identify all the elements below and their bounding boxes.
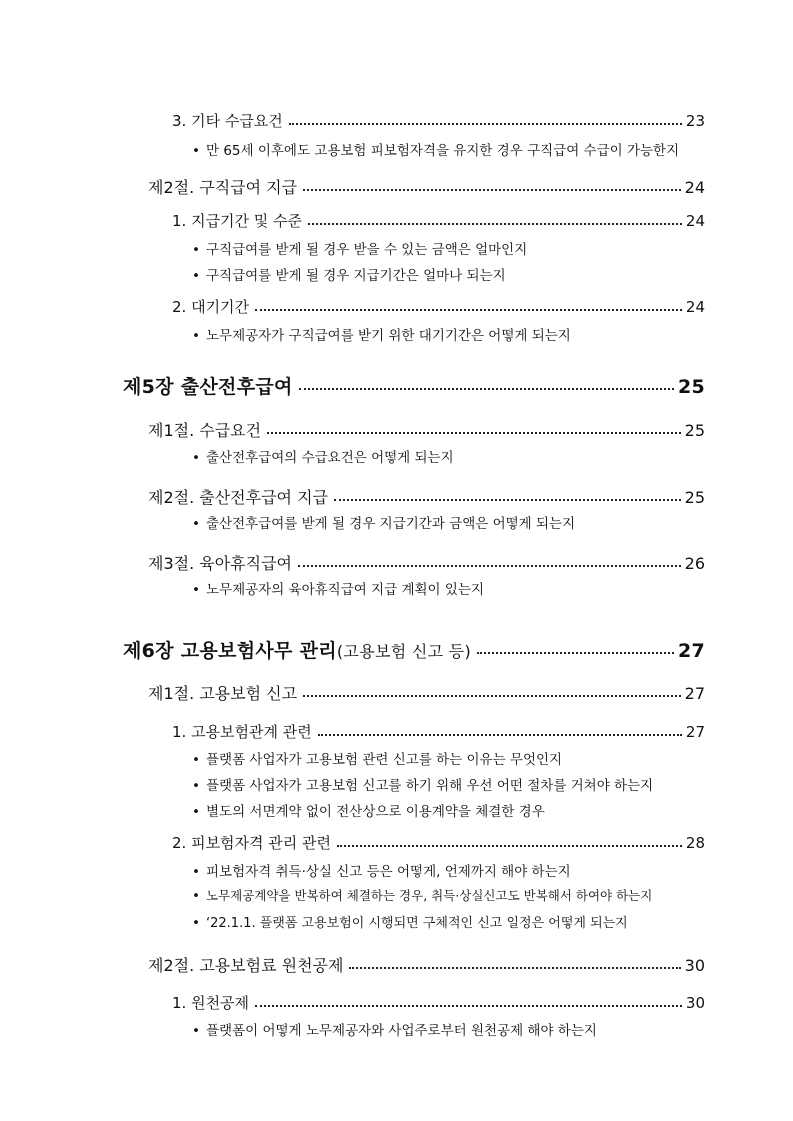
dot-leader — [337, 845, 682, 847]
toc-chapter: 제6장 고용보험사무 관리 (고용보험 신고 등) 27 — [123, 640, 705, 662]
page-number: 24 — [684, 178, 705, 197]
page-number: 27 — [685, 723, 705, 741]
toc-bullet: • 플랫폼 사업자가 고용보험 관련 신고를 하는 이유는 무엇인지 — [192, 752, 563, 768]
page-number: 23 — [685, 112, 705, 130]
bullet-icon: • — [192, 582, 200, 598]
toc-item: 1. 원천공제 30 — [172, 994, 705, 1012]
toc-bullet: • 노무제공계약을 반복하여 체결하는 경우, 취득·상실신고도 반복해서 하여야 하는지 — [192, 888, 653, 904]
toc-bullet: • 만 65세 이후에도 고용보험 피보험자격을 유지한 경우 구직급여 수급이 가능한지 — [192, 143, 680, 159]
dot-leader — [308, 223, 682, 225]
dot-leader — [255, 1005, 682, 1007]
dot-leader — [477, 652, 674, 654]
toc-section: 제1절. 수급요건 25 — [148, 421, 705, 440]
dot-leader — [267, 432, 681, 434]
bullet-icon: • — [192, 864, 200, 880]
bullet-icon: • — [192, 915, 200, 931]
toc-bullet: • 플랫폼 사업자가 고용보험 신고를 하기 위해 우선 어떤 절차를 거쳐야 하는지 — [192, 778, 654, 794]
dot-leader — [303, 189, 681, 191]
toc-bullet: • 플랫폼이 어떻게 노무제공자와 사업주로부터 원천공제 해야 하는지 — [192, 1023, 597, 1039]
page-number: 26 — [684, 554, 705, 573]
toc-section: 제1절. 고용보험 신고 27 — [148, 684, 705, 703]
page-number: 30 — [685, 994, 705, 1012]
toc-item: 2. 대기기간 24 — [172, 298, 705, 316]
page-number: 25 — [684, 421, 705, 440]
page-number: 24 — [685, 212, 705, 230]
chapter-subtitle: (고용보험 신고 등) — [336, 642, 472, 661]
dot-leader — [255, 309, 682, 311]
toc-bullet: • 구직급여를 받게 될 경우 받을 수 있는 금액은 얼마인지 — [192, 242, 528, 258]
bullet-icon: • — [192, 778, 200, 794]
page-number: 25 — [684, 488, 705, 507]
bullet-icon: • — [192, 143, 200, 159]
bullet-icon: • — [192, 752, 200, 768]
page-number: 27 — [684, 684, 705, 703]
toc-section: 제2절. 구직급여 지급 24 — [148, 178, 705, 197]
bullet-icon: • — [192, 1023, 200, 1039]
dot-leader — [299, 388, 674, 390]
page-number: 27 — [677, 640, 705, 662]
toc-item: 3. 기타 수급요건 23 — [172, 112, 705, 130]
page-number: 28 — [685, 834, 705, 852]
toc-bullet: • 구직급여를 받게 될 경우 지급기간은 얼마나 되는지 — [192, 268, 506, 284]
toc-bullet: • 별도의 서면계약 없이 전산상으로 이용계약을 체결한 경우 — [192, 804, 545, 820]
toc-section: 제2절. 출산전후급여 지급 25 — [148, 488, 705, 507]
toc-bullet: • 출산전후급여를 받게 될 경우 지급기간과 금액은 어떻게 되는지 — [192, 516, 576, 532]
toc-bullet: • 노무제공자가 구직급여를 받기 위한 대기기간은 어떻게 되는지 — [192, 328, 571, 344]
dot-leader — [298, 565, 681, 567]
dot-leader — [349, 967, 680, 969]
toc-bullet: • 노무제공자의 육아휴직급여 지급 계획이 있는지 — [192, 582, 484, 598]
bullet-icon: • — [192, 516, 200, 532]
page-number: 24 — [685, 298, 705, 316]
dot-leader — [334, 499, 681, 501]
dot-leader — [303, 695, 681, 697]
dot-leader — [289, 123, 682, 125]
toc-chapter: 제5장 출산전후급여 25 — [123, 376, 705, 398]
toc-item: 2. 피보험자격 관리 관련 28 — [172, 834, 705, 852]
bullet-icon: • — [192, 450, 200, 466]
toc-section: 제2절. 고용보험료 원천공제 30 — [148, 956, 705, 975]
dot-leader — [318, 734, 682, 736]
toc-bullet: • 피보험자격 취득·상실 신고 등은 어떻게, 언제까지 해야 하는지 — [192, 864, 571, 880]
toc-item: 1. 지급기간 및 수준 24 — [172, 212, 705, 230]
bullet-icon: • — [192, 804, 200, 820]
toc-section: 제3절. 육아휴직급여 26 — [148, 554, 705, 573]
bullet-icon: • — [192, 268, 200, 284]
bullet-icon: • — [192, 888, 200, 904]
toc-item: 1. 고용보험관계 관련 27 — [172, 723, 705, 741]
bullet-icon: • — [192, 328, 200, 344]
page-number: 25 — [677, 376, 705, 398]
toc-bullet: • 출산전후급여의 수급요건은 어떻게 되는지 — [192, 450, 454, 466]
page-number: 30 — [684, 956, 705, 975]
bullet-icon: • — [192, 242, 200, 258]
toc-bullet: • ‘22.1.1. 플랫폼 고용보험이 시행되면 구체적인 신고 일정은 어떻게 되는지 — [192, 915, 628, 931]
